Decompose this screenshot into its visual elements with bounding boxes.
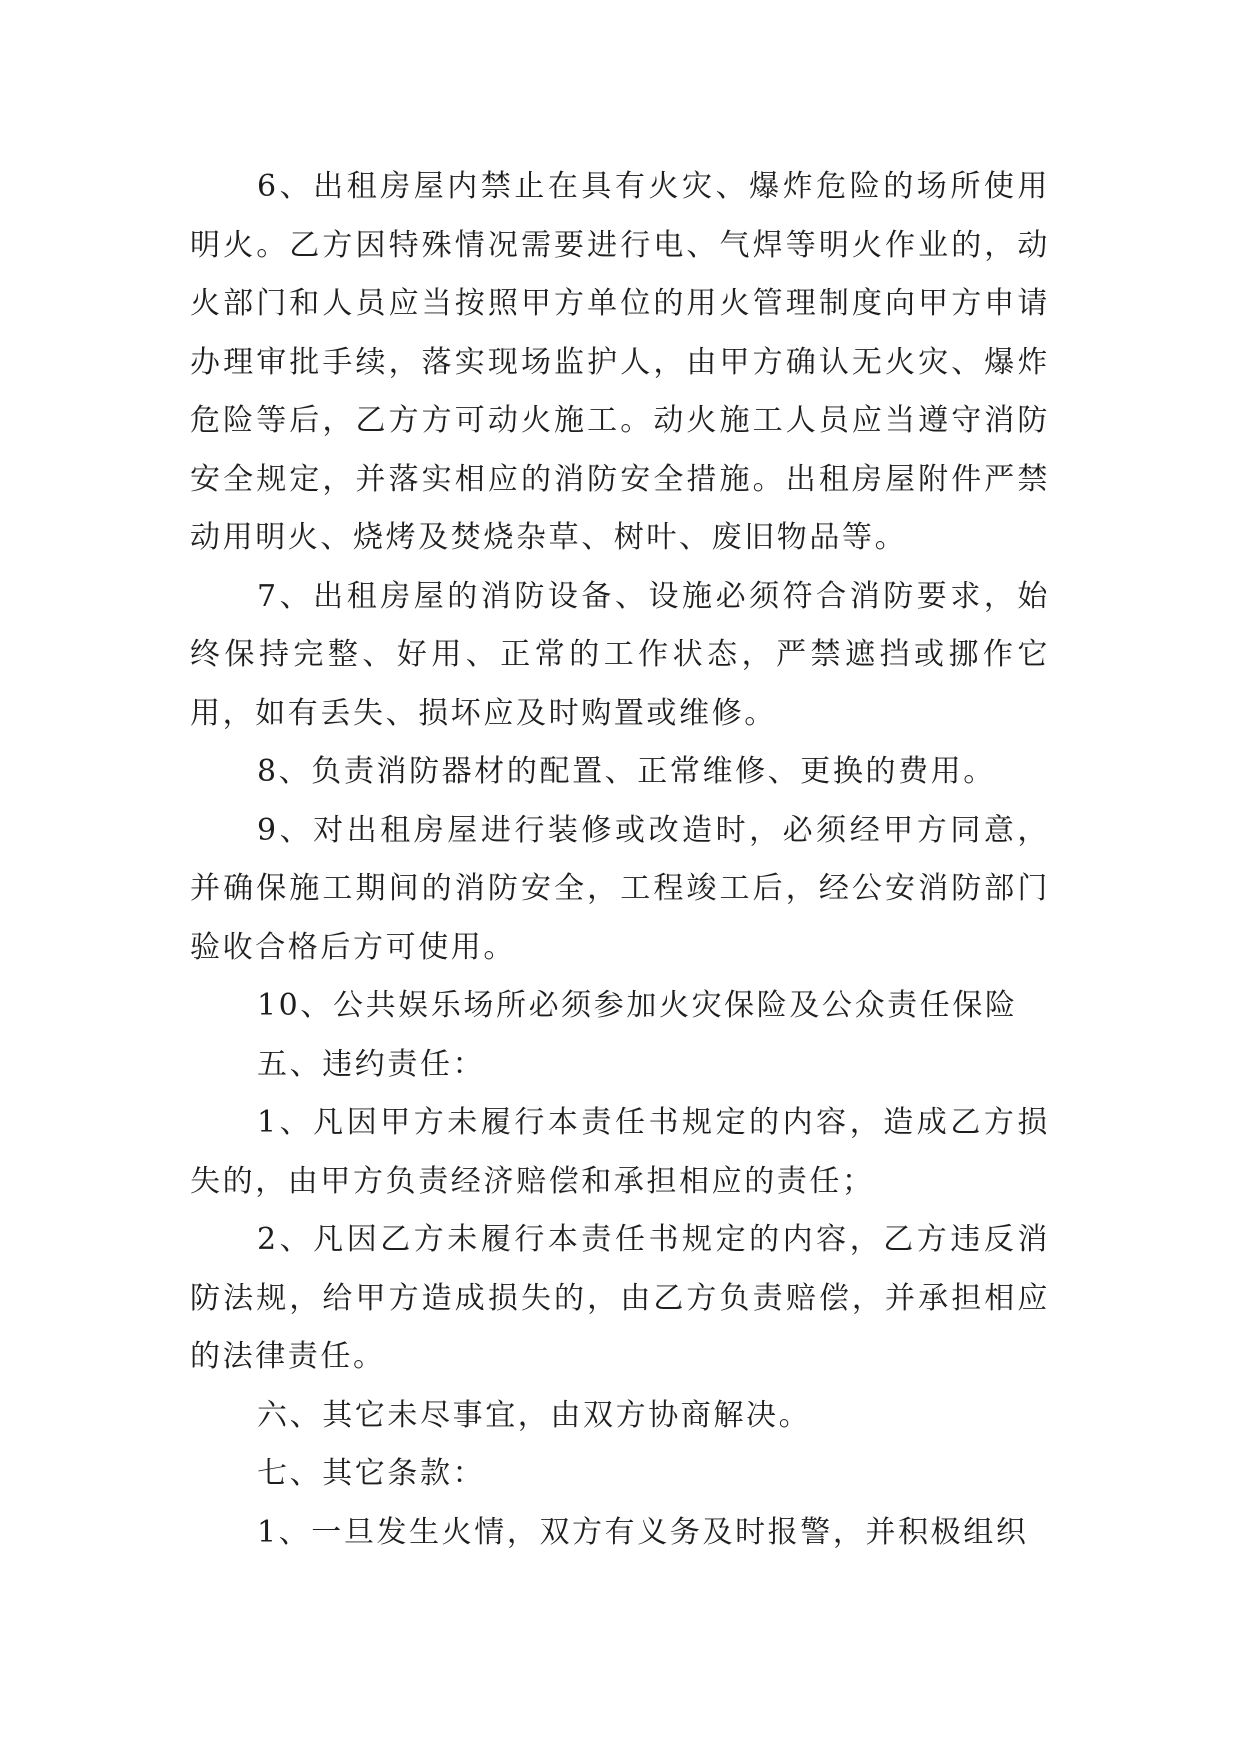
clause-7-fire-equipment: 7、出租房屋的消防设备、设施必须符合消防要求，始终保持完整、好用、正常的工作状态，严禁遮挡或挪作它用，如有丢失、损坏应及时购置或维修。 <box>190 578 1050 731</box>
clause-10-insurance: 10、公共娱乐场所必须参加火灾保险及公众责任保险 <box>257 988 1018 1023</box>
clause-9-renovation: 9、对出租房屋进行装修或改造时，必须经甲方同意，并确保施工期间的消防安全，工程竣工后，经公安消防部门验收合格后方可使用。 <box>190 812 1050 965</box>
section-5-item-1: 1、凡因甲方未履行本责任书规定的内容，造成乙方损失的，由甲方负责经济赔偿和承担相应的责任； <box>190 1105 1050 1199</box>
clause-6-open-flame: 6、出租房屋内禁止在具有火灾、爆炸危险的场所使用明火。乙方因特殊情况需要进行电、气焊等明火作业的，动火部门和人员应当按照甲方单位的用火管理制度向甲方申请办理审批手续，落实现场监护人，由甲方确认无火灾、爆炸危险等后，乙方方可动火施工。动火施工人员应当遵守消防安全规定，并落实相应的消防安全措施。出租房屋附件严禁动用明火、烧烤及焚烧杂草、树叶、废旧物品等。 <box>190 169 1050 555</box>
section-7-heading: 七、其它条款： <box>257 1456 486 1491</box>
section-7-item-1: 1、一旦发生火情，双方有义务及时报警，并积极组织 <box>257 1514 1029 1550</box>
section-6-heading: 六、其它未尽事宜，由双方协商解决。 <box>257 1397 812 1433</box>
section-5-heading: 五、违约责任： <box>257 1046 486 1082</box>
clause-8-equipment-costs: 8、负责消防器材的配置、正常维修、更换的费用。 <box>257 754 996 789</box>
section-5-item-2: 2、凡因乙方未履行本责任书规定的内容，乙方违反消防法规，给甲方造成损失的，由乙方负责赔偿，并承担相应的法律责任。 <box>190 1222 1050 1374</box>
document-body <box>190 158 1050 1562</box>
